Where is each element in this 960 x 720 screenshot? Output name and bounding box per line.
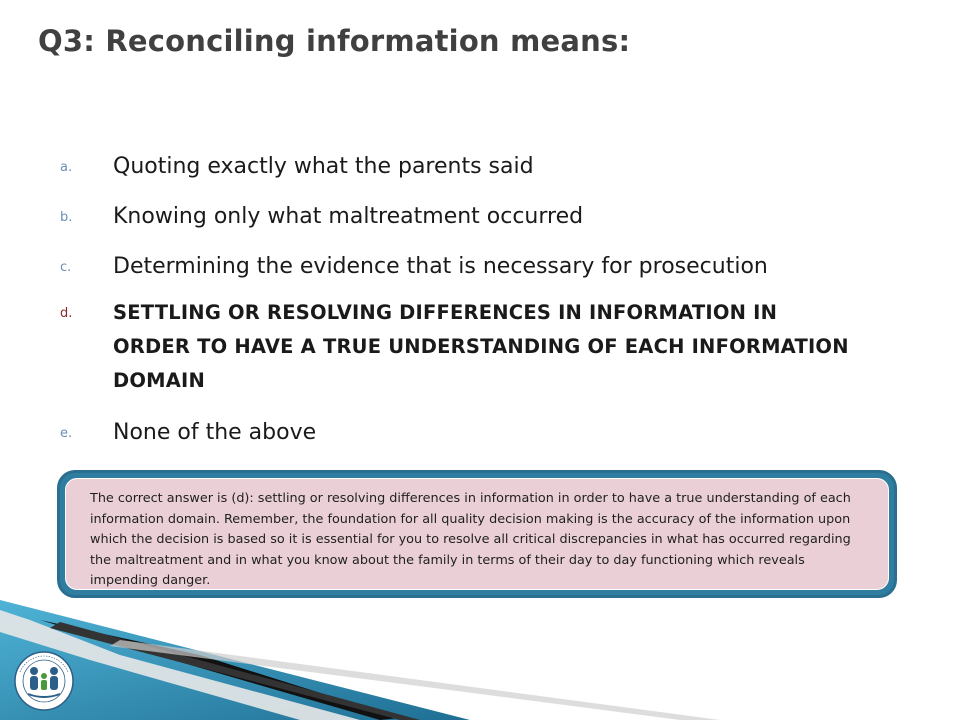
option-a: [60, 150, 860, 183]
answer-explanation-text: The correct answer is (d): settling or resolving differences in information in order to have a true understanding of each information domain. Remember, the foundation for all quality decision making is the accuracy of the information upon which the decision is based so it is essential for you to resolve all critical discrepancies in what has occurred regarding the maltreatment and in what you know about the family in terms of their day to day functioning which reveals impending danger.: [65, 478, 889, 590]
option-c: [60, 250, 860, 283]
option-e: [60, 416, 860, 449]
dcf-logo: [14, 650, 74, 712]
option-text: Quoting exactly what the parents said: [113, 154, 534, 179]
option-text: Knowing only what maltreatment occurred: [113, 204, 584, 229]
answer-explanation-box: [57, 470, 897, 598]
option-letter: d.: [60, 306, 73, 321]
option-letter: e.: [60, 426, 73, 441]
slide-title: Q3: Reconciling information means:: [38, 24, 631, 58]
option-b: [60, 200, 860, 233]
option-text: Determining the evidence that is necessary for prosecution: [113, 254, 768, 279]
option-text: SETTLING OR RESOLVING DIFFERENCES IN INFORMATION IN ORDER TO HAVE A TRUE UNDERSTANDING OF EACH INFORMATION DOMAIN: [113, 301, 849, 392]
option-d-correct: [60, 296, 860, 398]
answer-options-list: [60, 150, 860, 466]
option-letter: c.: [60, 260, 72, 275]
family-logo-icon: [14, 650, 74, 712]
option-text: None of the above: [113, 420, 317, 445]
option-letter: b.: [60, 210, 73, 225]
decorative-swoosh: [0, 600, 960, 720]
option-letter: a.: [60, 160, 73, 175]
